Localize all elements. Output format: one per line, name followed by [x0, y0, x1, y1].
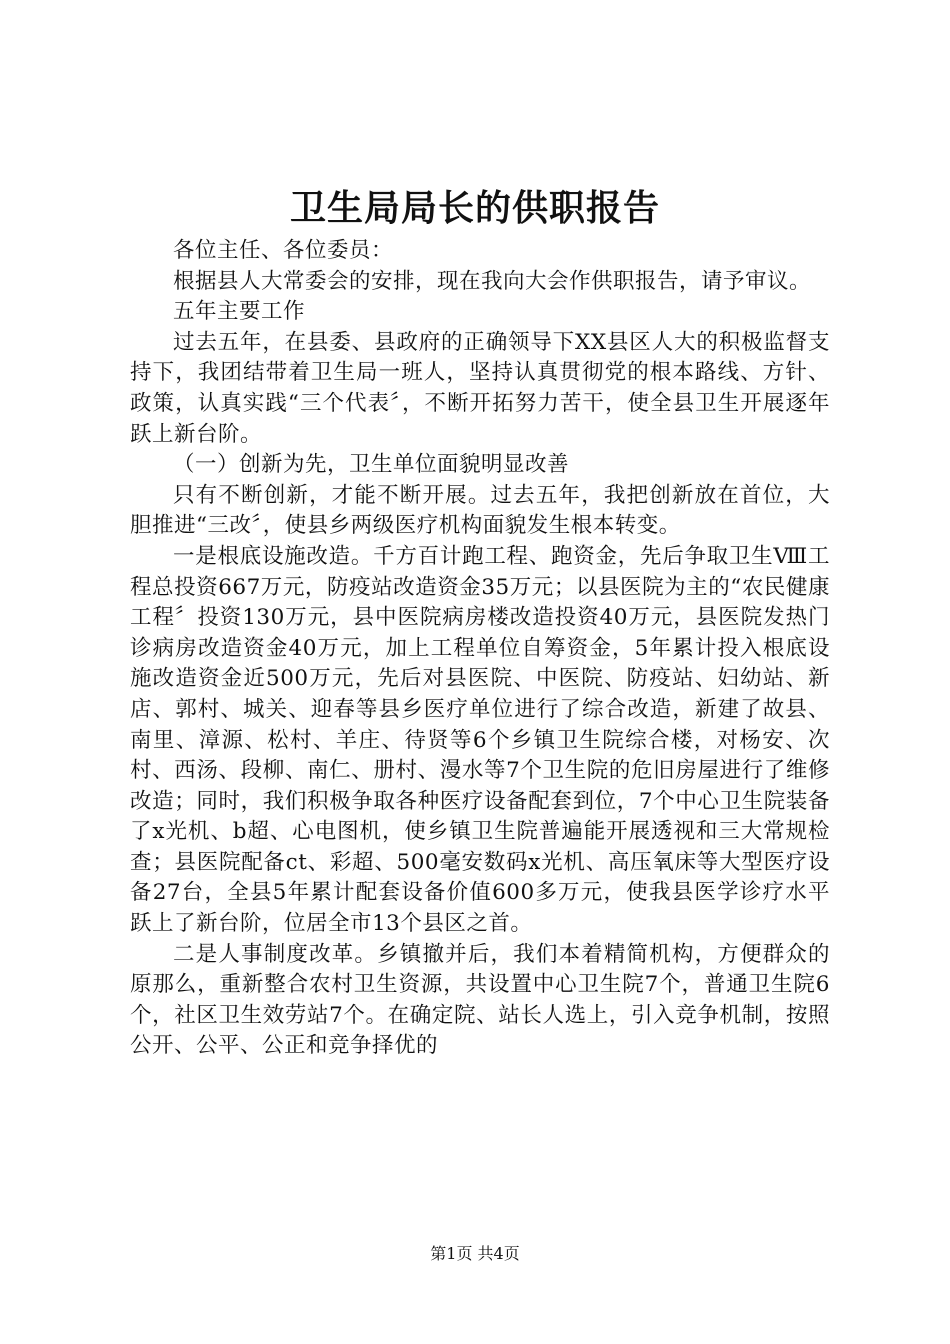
body-paragraph: 一是根底设施改造。千方百计跑工程、跑资金，先后争取卫生Ⅷ工程总投资667万元，防疫站改造资金35万元；以县医院为主的“农民健康工程〞投资130万元，县中医院病房楼改造投资40万元，县医院发热门诊病房改造资金40万元，加上工程单位自筹资金，5年累计投入根底设施改造资金近500万元，先后对县医院、中医院、防疫站、妇幼站、新店、郭村、城关、迎春等县乡医疗单位进行了综合改造，新建了故县、南里、漳源、松村、羊庄、待贤等6个乡镇卫生院综合楼，对杨安、次村、西汤、段柳、南仁、册村、漫水等7个卫生院的危旧房屋进行了维修改造；同时，我们积极争取各种医疗设备配套到位，7个中心卫生院装备了x光机、b超、心电图机，使乡镇卫生院普遍能开展透视和三大常规检查；县医院配备ct、彩超、500毫安数码x光机、高压氧床等大型医疗设备27台，全县5年累计配套设备价值600多万元，使我县医学诊疗水平跃上了新台阶，位居全市13个县区之首。 — [130, 543, 830, 937]
body-paragraph: 过去五年，在县委、县政府的正确领导下XX县区人大的积极监督支持下，我团结带着卫生局一班人，坚持认真贯彻党的根本路线、方针、政策，认真实践“三个代表〞，不断开拓努力苦干，使全县卫生开展逐年跃上新台阶。 — [130, 329, 830, 447]
document-body — [130, 236, 830, 1062]
body-paragraph: 二是人事制度改革。乡镇撤并后，我们本着精简机构，方便群众的原那么，重新整合农村卫生资源，共设置中心卫生院7个，普通卫生院6个，社区卫生效劳站7个。在确定院、站长人选上，引入竞争机制，按照公开、公平、公正和竞争择优的 — [130, 941, 830, 1059]
section-heading: 五年主要工作 — [173, 299, 306, 325]
document-title: 卫生局局长的供职报告 — [289, 187, 660, 229]
intro-paragraph: 根据县人大常委会的安排，现在我向大会作供职报告，请予审议。 — [173, 268, 812, 294]
subsection-heading: （一）创新为先，卫生单位面貌明显改善 — [173, 452, 570, 478]
body-paragraph: 只有不断创新，才能不断开展。过去五年，我把创新放在首位，大胆推进“三改〞，使县乡两级医疗机构面貌发生根本转变。 — [130, 482, 830, 539]
page-number-footer: 第1页 共4页 — [430, 1244, 520, 1263]
salutation: 各位主任、各位委员： — [173, 238, 394, 263]
